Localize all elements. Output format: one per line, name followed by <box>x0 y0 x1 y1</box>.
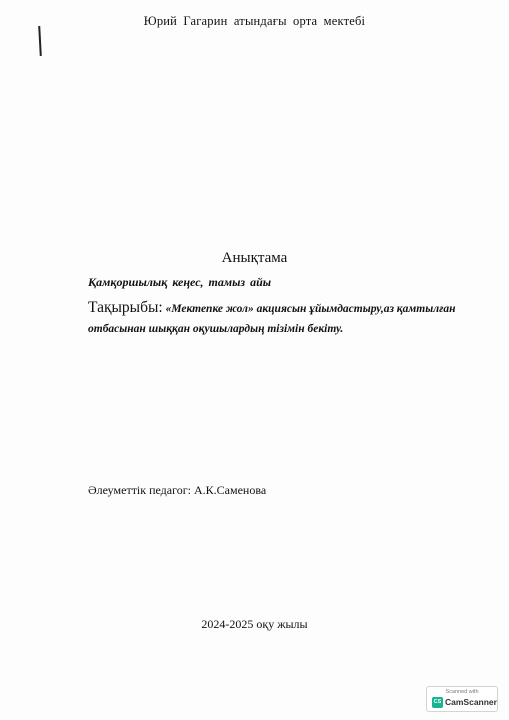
signature-line: Әлеуметтік педагог: А.К.Саменова <box>88 483 267 497</box>
camscanner-logo-icon: CS <box>432 697 443 708</box>
meeting-line: Қамқоршылық кеңес, тамыз айы <box>88 275 272 289</box>
camscanner-watermark <box>426 686 498 712</box>
pen-mark <box>38 26 42 56</box>
topic-block <box>88 298 468 339</box>
camscanner-brand: CamScanner <box>445 697 497 707</box>
topic-label: Тақырыбы: <box>88 299 163 316</box>
topic-text: «Мектепке жол» акциясын ұйымдастыру,аз қамтылған отбасынан шыққан оқушылардың тізімін бекіту. <box>88 303 456 335</box>
scanned-with-label: Scanned with <box>445 689 479 695</box>
document-title: Анықтама <box>221 250 288 266</box>
school-name-header: Юрий Гагарин атындағы орта мектебі <box>143 14 366 28</box>
academic-year: 2024-2025 оқу жылы <box>201 617 308 631</box>
